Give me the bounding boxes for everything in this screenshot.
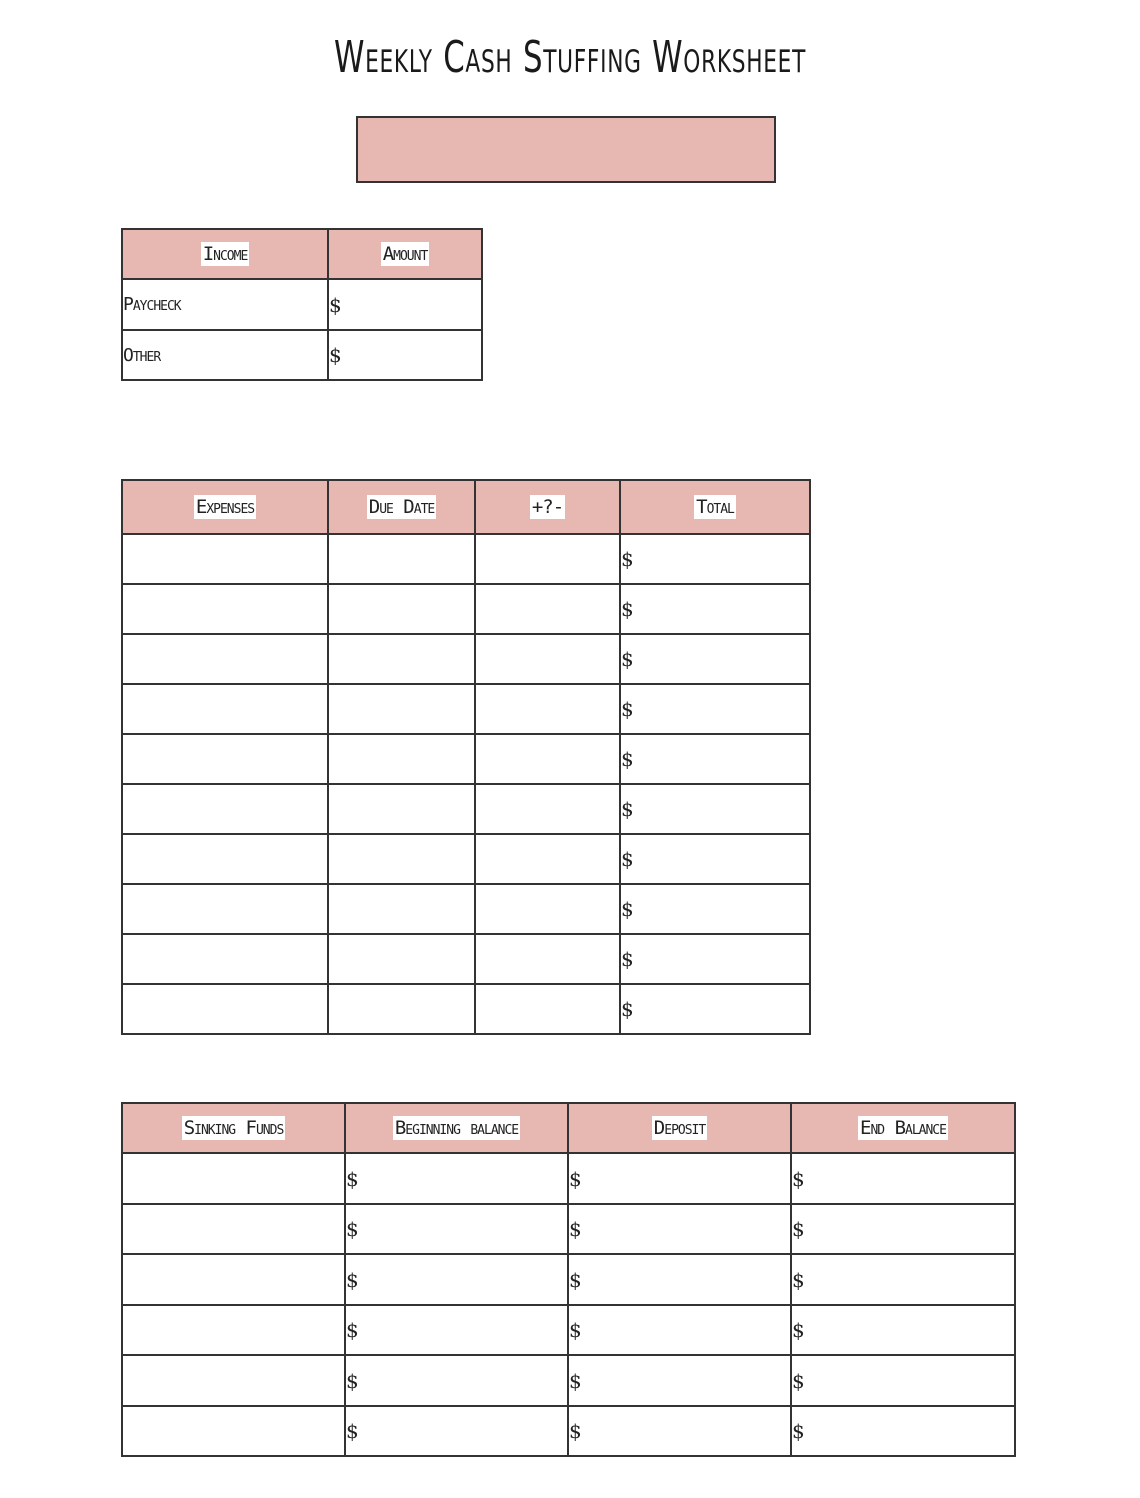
beginning-balance-header: Beginning balance — [394, 1117, 519, 1139]
total-header-cell — [620, 480, 810, 534]
end-balance-cell[interactable]: $ — [791, 1254, 1015, 1305]
expense-total-cell[interactable]: $ — [620, 884, 810, 934]
expense-name-cell[interactable] — [122, 934, 328, 984]
expense-due-date-cell[interactable] — [328, 534, 475, 584]
beginning-balance-cell[interactable]: $ — [345, 1406, 568, 1456]
expense-due-date-cell[interactable] — [328, 934, 475, 984]
income-table — [121, 228, 483, 381]
amount-header: Amount — [382, 243, 428, 265]
beginning-balance-header-cell — [345, 1103, 568, 1153]
sinking-fund-name-cell[interactable] — [122, 1406, 345, 1456]
expense-name-cell[interactable] — [122, 834, 328, 884]
end-balance-cell[interactable]: $ — [791, 1305, 1015, 1355]
deposit-header: Deposit — [653, 1117, 706, 1139]
expense-total-cell[interactable]: $ — [620, 534, 810, 584]
sinking-fund-name-cell[interactable] — [122, 1305, 345, 1355]
expense-due-date-cell[interactable] — [328, 784, 475, 834]
sinking-funds-header-cell — [122, 1103, 345, 1153]
expense-total-cell[interactable]: $ — [620, 984, 810, 1034]
expenses-table — [121, 479, 811, 1035]
income-header: Income — [202, 243, 248, 265]
expense-due-date-cell[interactable] — [328, 634, 475, 684]
expense-total-cell[interactable]: $ — [620, 584, 810, 634]
income-label-paycheck: Paycheck — [122, 279, 328, 330]
beginning-balance-cell[interactable]: $ — [345, 1305, 568, 1355]
expense-due-date-cell[interactable] — [328, 684, 475, 734]
deposit-cell[interactable]: $ — [568, 1305, 791, 1355]
expense-name-cell[interactable] — [122, 734, 328, 784]
beginning-balance-cell[interactable]: $ — [345, 1355, 568, 1406]
income-amount-paycheck[interactable]: $ — [328, 279, 482, 330]
expense-total-cell[interactable]: $ — [620, 734, 810, 784]
expenses-header-cell — [122, 480, 328, 534]
deposit-header-cell — [568, 1103, 791, 1153]
expense-adjust-cell[interactable] — [475, 834, 620, 884]
expense-adjust-cell[interactable] — [475, 734, 620, 784]
due-date-header: Due Date — [368, 496, 435, 518]
deposit-cell[interactable]: $ — [568, 1204, 791, 1254]
beginning-balance-cell[interactable]: $ — [345, 1204, 568, 1254]
expense-total-cell[interactable]: $ — [620, 684, 810, 734]
income-header-cell — [122, 229, 328, 279]
week-name-field[interactable] — [356, 116, 776, 183]
plus-minus-header-cell — [475, 480, 620, 534]
sinking-fund-name-cell[interactable] — [122, 1153, 345, 1204]
income-label-other: Other — [122, 330, 328, 380]
expense-name-cell[interactable] — [122, 884, 328, 934]
expense-adjust-cell[interactable] — [475, 584, 620, 634]
sinking-funds-header: Sinking Funds — [183, 1117, 284, 1139]
end-balance-header-cell — [791, 1103, 1015, 1153]
expense-due-date-cell[interactable] — [328, 984, 475, 1034]
expense-due-date-cell[interactable] — [328, 734, 475, 784]
sinking-fund-name-cell[interactable] — [122, 1355, 345, 1406]
amount-header-cell — [328, 229, 482, 279]
expense-name-cell[interactable] — [122, 634, 328, 684]
expense-adjust-cell[interactable] — [475, 534, 620, 584]
deposit-cell[interactable]: $ — [568, 1153, 791, 1204]
income-amount-other[interactable]: $ — [328, 330, 482, 380]
page-title: Weekly Cash Stuffing Worksheet — [333, 32, 807, 83]
due-date-header-cell — [328, 480, 475, 534]
expense-adjust-cell[interactable] — [475, 634, 620, 684]
plus-minus-header: +?- — [531, 496, 564, 518]
sinking-funds-table — [121, 1102, 1016, 1457]
deposit-cell[interactable]: $ — [568, 1355, 791, 1406]
expense-due-date-cell[interactable] — [328, 834, 475, 884]
expense-adjust-cell[interactable] — [475, 684, 620, 734]
expense-total-cell[interactable]: $ — [620, 834, 810, 884]
expense-adjust-cell[interactable] — [475, 984, 620, 1034]
expense-name-cell[interactable] — [122, 534, 328, 584]
expense-due-date-cell[interactable] — [328, 884, 475, 934]
expense-total-cell[interactable]: $ — [620, 784, 810, 834]
expense-due-date-cell[interactable] — [328, 584, 475, 634]
end-balance-cell[interactable]: $ — [791, 1406, 1015, 1456]
end-balance-cell[interactable]: $ — [791, 1355, 1015, 1406]
sinking-fund-name-cell[interactable] — [122, 1204, 345, 1254]
expense-adjust-cell[interactable] — [475, 934, 620, 984]
expense-name-cell[interactable] — [122, 784, 328, 834]
beginning-balance-cell[interactable]: $ — [345, 1153, 568, 1204]
sinking-fund-name-cell[interactable] — [122, 1254, 345, 1305]
expense-name-cell[interactable] — [122, 584, 328, 634]
end-balance-header: End Balance — [860, 1117, 946, 1139]
deposit-cell[interactable]: $ — [568, 1406, 791, 1456]
expense-name-cell[interactable] — [122, 684, 328, 734]
deposit-cell[interactable]: $ — [568, 1254, 791, 1305]
expense-total-cell[interactable]: $ — [620, 634, 810, 684]
expense-total-cell[interactable]: $ — [620, 934, 810, 984]
total-header: Total — [696, 496, 734, 518]
expense-adjust-cell[interactable] — [475, 784, 620, 834]
end-balance-cell[interactable]: $ — [791, 1204, 1015, 1254]
expense-adjust-cell[interactable] — [475, 884, 620, 934]
beginning-balance-cell[interactable]: $ — [345, 1254, 568, 1305]
expense-name-cell[interactable] — [122, 984, 328, 1034]
end-balance-cell[interactable]: $ — [791, 1153, 1015, 1204]
expenses-header: Expenses — [195, 496, 255, 518]
